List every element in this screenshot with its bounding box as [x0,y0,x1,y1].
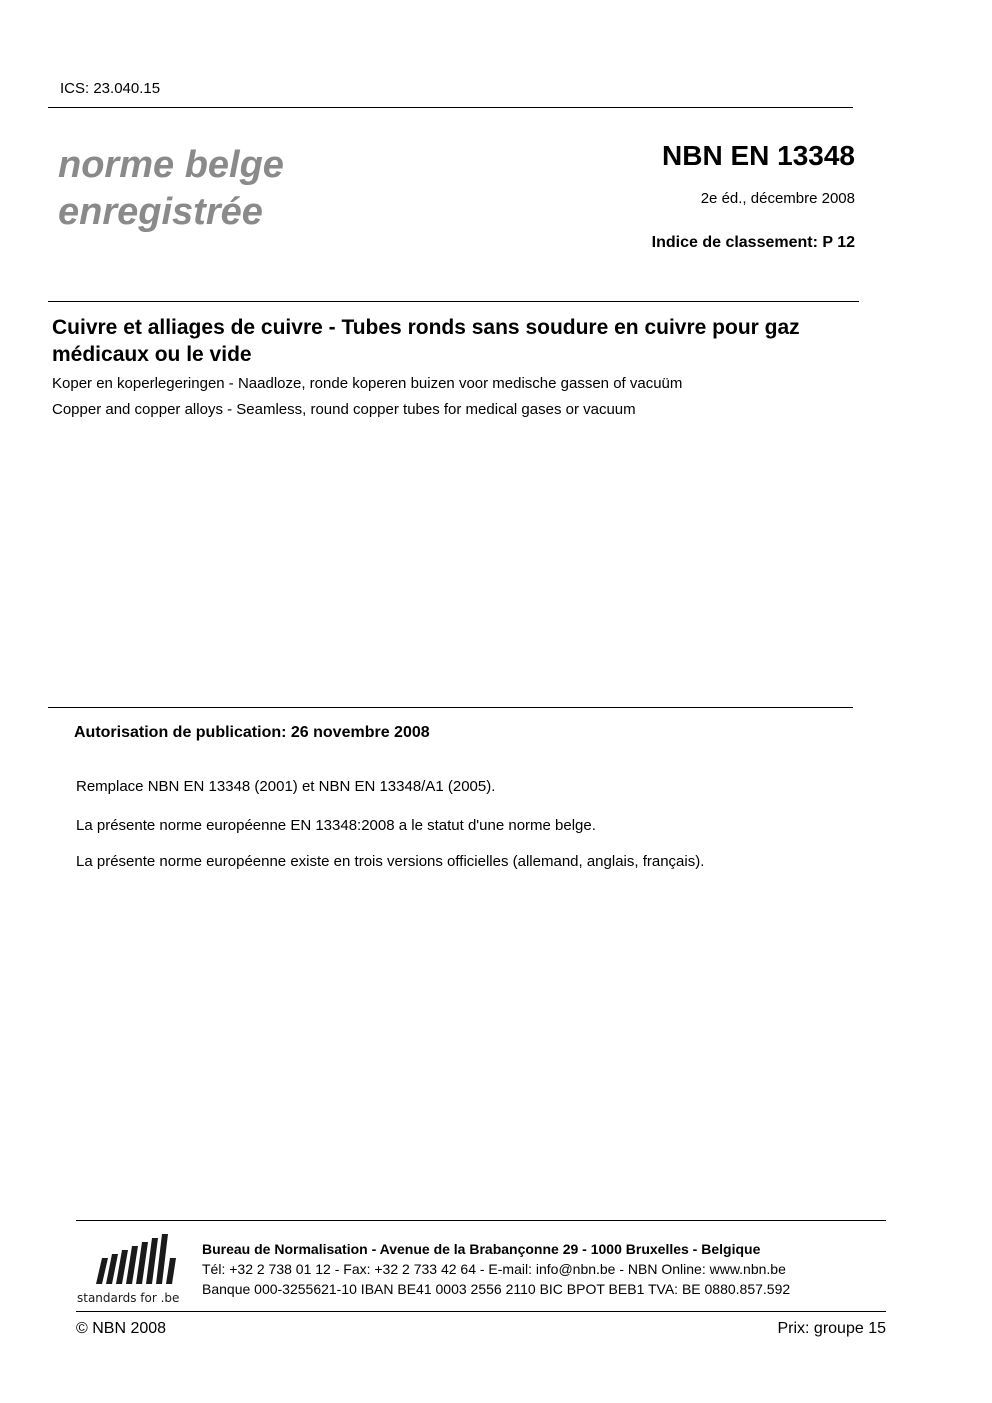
nbn-logo-icon [76,1228,188,1308]
body-divider [48,707,853,708]
logo-text: standards for .be [77,1291,180,1305]
publication-authorization: Autorisation de publication: 26 novembre 2008 [74,724,430,741]
title-french: Cuivre et alliages de cuivre - Tubes ronds sans soudure en cuivre pour gaz médicaux ou le vide [52,316,800,366]
edition-date: 2e éd., décembre 2008 [700,190,855,207]
document-number: NBN EN 13348 [662,140,855,171]
title-english: Copper and copper alloys - Seamless, round copper tubes for medical gases or vacuum [52,401,636,418]
footer-divider-bottom [76,1311,886,1312]
norme-line-1: norme belge [58,144,284,186]
price-group: Prix: groupe 15 [777,1320,886,1337]
paragraph-versions: La présente norme européenne existe en trois versions officielles (allemand, anglais, français). [76,853,705,870]
copyright: © NBN 2008 [76,1320,167,1337]
paragraph-status: La présente norme européenne EN 13348:2008 a le statut d'une norme belge. [76,817,596,834]
footer-bank: Banque 000-3255621-10 IBAN BE41 0003 2556 2110 BIC BPOT BEB1 TVA: BE 0880.857.592 [202,1281,791,1297]
norme-belge-label [58,142,284,236]
classification-index: Indice de classement: P 12 [651,234,855,251]
nbn-logo-mark [76,1228,188,1308]
footer-address: Bureau de Normalisation - Avenue de la Brabançonne 29 - 1000 Bruxelles - Belgique [202,1241,761,1257]
title-divider [48,301,859,302]
footer-divider-top [76,1220,886,1221]
title-dutch: Koper en koperlegeringen - Naadloze, ronde koperen buizen voor medische gassen of vacuüm [52,375,683,392]
paragraph-replaces: Remplace NBN EN 13348 (2001) et NBN EN 13348/A1 (2005). [76,778,496,795]
ics-code: ICS: 23.040.15 [60,80,161,97]
header-divider [48,107,853,108]
footer-contact: Tél: +32 2 738 01 12 - Fax: +32 2 733 42 64 - E-mail: info@nbn.be - NBN Online: www.nbn.be [202,1261,786,1277]
norme-line-2: enregistrée [58,191,263,233]
